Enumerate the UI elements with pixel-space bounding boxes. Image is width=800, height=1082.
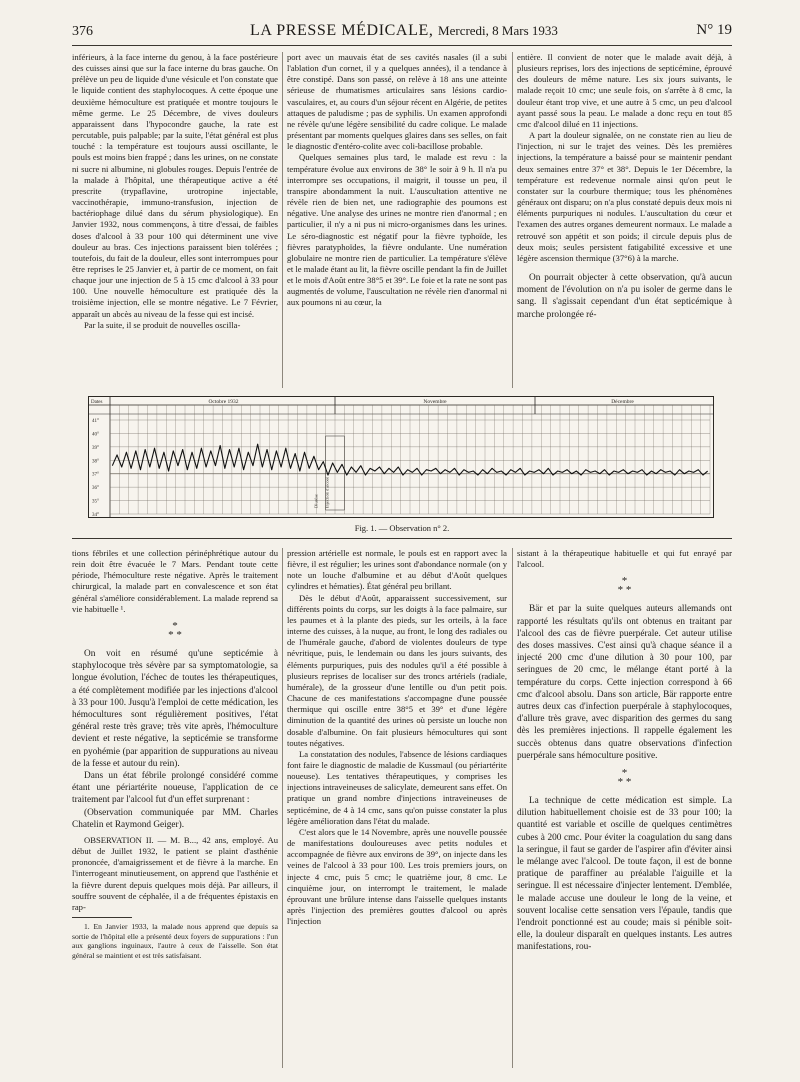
column-divider bbox=[282, 52, 283, 388]
y-tick-label: 34° bbox=[92, 513, 99, 518]
chart-frame bbox=[89, 397, 714, 518]
paragraph: pression artérielle est normale, le pouls est en rapport avec la fièvre, il est régulier; les urines sont d'abondance normale (on y note un louche d'albumine et au début d'Août quelques cylindres et hématies). État général peu brillant. bbox=[287, 548, 507, 592]
column-divider bbox=[282, 548, 283, 1068]
section-stars: * * * bbox=[617, 575, 632, 597]
y-tick-label: 38° bbox=[92, 459, 99, 465]
section-stars: * * * bbox=[617, 766, 632, 788]
column-divider bbox=[512, 548, 513, 1068]
paragraph: tions fébriles et une collection périnéphrétique autour du rein doit être évacuée le 7 Mars. Pendant toute cette période, l'hémoculture reste négative. Après le traitement chirurgical, la malade part en convalescence et son état général s'améliore considérablement. La malade reprend sa vie habituelle ¹. bbox=[72, 548, 278, 614]
top-column-1 bbox=[72, 52, 278, 331]
paragraph: C'est alors que le 14 Novembre, après une nouvelle poussée de manifestations douloureuses avec petits nodules et accompagnée de fièvre aux environs de 39°, on injecte dans les veines de l'alcool à 33 pour 100. Les trois premiers jours, on injecte 4 cmc, puis 5 cmc; le quatrième jour, 8 cmc. Le cinquième jour, on interrompt le traitement, le malade éprouvant une brûlure intense dans l'aisselle quelques instants après l'injection des premières gouttes d'alcool ou après l'injection bbox=[287, 826, 507, 927]
top-column-3 bbox=[517, 52, 732, 321]
issue-number: N° 19 bbox=[696, 22, 732, 38]
dates-label: Dates bbox=[91, 400, 103, 405]
y-tick-label: 36° bbox=[92, 486, 99, 492]
paragraph: Bär et par la suite quelques auteurs allemands ont rapporté les résultats qu'ils ont obtenus en traitant par l'alcool des cas de fièvre puerpérale. Cet auteur utilise des doses massives. C'est ainsi qu'à chaque séance il a injecté 200 cmc d'une dilution à 30 pour 100, par seringues de 20 cmc, le mélange étant porté à la température du corps. Cette injection correspond à 66 cmc d'alcool absolu. Dans son article, Bär rapporte entre autres deux cas d'infection puerpérale à staphylocoques, d'allure très grave, avec disparition des germes du sang dès les premières injections. Il rappelle également les succès obtenus dans quatre observations d'infection puerpérale sans hémoculture positive. bbox=[517, 604, 732, 761]
figure-caption: Fig. 1. — Observation n° 2. bbox=[354, 523, 450, 533]
journal-name: LA PRESSE MÉDICALE, bbox=[250, 22, 434, 39]
paragraph: (Observation communiquée par MM. Charles Chatelin et Raymond Geiger). bbox=[72, 807, 278, 830]
caption-rule bbox=[72, 538, 732, 539]
y-tick-label: 37° bbox=[92, 472, 99, 478]
paragraph: On pourrait objecter à cette observation, qu'à aucun moment de l'évolution on n'a pu isoler de germe dans le sang. Il s'agissait cependant d'un état septicémique à marche prolongée ré- bbox=[517, 272, 732, 320]
y-tick-label: 40° bbox=[92, 432, 99, 438]
paragraph: port avec un mauvais état de ses cavités nasales (il a subi l'ablation d'un cornet, il y a quelques années), il a tendance à être constipé. Dans son passé, on relève à 18 ans une atteinte sérieuse de rhumatismes articulaires sans lésions cardio-vasculaires, et, au cours d'un séjour récent en Algérie, de petites attaques de paludisme ; pas de syphilis. Un examen approfondi ne révèle qu'une légère sensibilité du cadre colique. Le malade présentant par moments quelques glaires dans ses selles, on fait le diagnostic d'entéro-colite avec coli-bacillose probable. bbox=[287, 52, 507, 152]
annotation-label: Injection d'alcool bbox=[324, 476, 330, 508]
temperature-chart bbox=[88, 396, 714, 518]
y-tick-label: 41° bbox=[92, 419, 99, 424]
y-tick-label: 39° bbox=[92, 445, 99, 451]
issue-date: Mercredi, 8 Mars 1933 bbox=[438, 23, 558, 38]
bottom-column-1 bbox=[72, 548, 278, 960]
page-number: 376 bbox=[72, 24, 93, 39]
month-label: Octobre 1932 bbox=[208, 399, 239, 405]
paragraph: La constatation des nodules, l'absence de lésions cardiaques font faire le diagnostic de maladie de Kussmaul (ou périartérite noueuse). Les tentatives thérapeutiques, y comprises les injections intraveineuses de salicylate, demeurent sans effet. On pratique un grand nombre d'injections intraveineuses de septicémine, de 4 à 14 cmc, sans qu'on puisse constater la plus légère amélioration dans l'état du malade. bbox=[287, 748, 507, 826]
paragraph: A part la douleur signalée, on ne constate rien au lieu de l'injection, ni sur le trajet des veines. Dès les premières injections, la température a baissé pour se maintenir pendant deux semaines entre 37° et 38°. Depuis le 1er Décembre, la température est redevenue normale ainsi qu'on peut le constater sur la courbure thermique; tous les phénomènes généraux ont disparu; on n'a plus constaté depuis deux mois ni éléments purpuriques ni nodules. L'auscultation du cœur et l'examen des autres organes demeurent normaux. Le malade a retrouvé son appétit et son poids; il circule depuis plus de deux mois; seules persistent fatigabilité excessive et une légère ascension thermique (37°6) à la marche. bbox=[517, 130, 732, 263]
column-divider bbox=[512, 52, 513, 388]
y-tick-label: 35° bbox=[92, 499, 99, 505]
paragraph: entière. Il convient de noter que le malade avait déjà, à plusieurs reprises, lors des injections de septicémine, éprouvé des douleurs de même nature. Les six jours suivants, le malade reçoit 10 cmc; une seule fois, on s'arrête à 8 cmc, la douleur étant trop vive, et une autre à 5 cmc, un peu d'alcool ayant passé sous la peau. Le malade a donc reçu en tout 85 cmc d'alcool dilué en 11 injections. bbox=[517, 52, 732, 129]
paragraph: La technique de cette médication est simple. La dilution habituellement choisie est de 33 pour 100; la quantité est variable et oscille de quelques centimètres cubes à 200 cmc. Pour éviter la coagulation du sang dans la seringue, il faut se garder de l'aspirer afin d'éviter ainsi le mélange avec l'alcool. De toute façon, il est de bonne pratique de paraffiner au préalable l'aiguille et la seringue. Il est nécessaire d'injecter lentement. D'emblée, le malade accuse une douleur le long de la veine, et souvent localise cette sensation vers l'épaule, tandis que l'endroit ponctionné est au coude; mais si pénible soit-elle, la douleur disparaît en quelques instants. Les autres manifestations, rou- bbox=[517, 795, 732, 953]
month-label: Novembre bbox=[423, 399, 447, 405]
header-rule bbox=[72, 45, 732, 46]
paragraph: On voit en résumé qu'une septicémie à staphylocoque très sévère par sa symptomatologie, sa longue évolution, l'échec de toutes les thérapeutiques, a été complètement modifiée par les injections d'alcool à 33 pour 100. Jusqu'à l'emploi de cette médication, les hémocultures sont régulièrement positives, l'état général reste très grave; très vite après, l'hémoculture devient et reste négative, la septicémie se transforme en pyohémie (par apparition de suppurations au niveau de la fesse et autour du rein). bbox=[72, 648, 278, 769]
footnote: 1. En Janvier 1933, la malade nous apprend que depuis sa sortie de l'hôpital elle a présenté deux foyers de suppurations : l'un aux ganglions inguinaux, l'autre à ceux de l'aisselle. Son état général se maintient et est très satisfaisant. bbox=[72, 922, 278, 960]
paragraph: sistant à la thérapeutique habituelle et qui fut enrayé par l'alcool. bbox=[517, 548, 732, 570]
month-label: Décembre bbox=[611, 399, 634, 405]
bottom-column-3 bbox=[517, 548, 732, 954]
paragraph: Par la suite, il se produit de nouvelles oscilla- bbox=[84, 319, 241, 330]
section-stars: * * * bbox=[168, 619, 182, 641]
bottom-column-2 bbox=[287, 548, 507, 927]
footnote-rule bbox=[72, 917, 132, 918]
paragraph: inférieurs, à la face interne du genou, à la face postérieure des cuisses ainsi que sur la face interne du bras gauche. On prélève un peu de liquide d'une vésicule et l'on constate que le liquide contient des staphylocoques. A cette époque une deuxième hémoculture est pratiquée et montre toujours le même germe. Le 25 Décembre, de vives douleurs apparaissent dans l'hypocondre gauche, la rate est percutable, puis palpable; par la suite, l'état général est plus touché : la température est toujours aussi oscillante, le pouls est moins bien frappé ; dans les urines, on ne constate ni sucre ni albumine, ni globules rouges. Depuis l'entrée de la malade à l'hôpital, une thérapeutique active a été prescrite (trypaflavine, urotropine injectable, vaccinothérapie, immuno-transfusion, injection de bactériophage dilué dans du sérum physiologique). En Janvier 1932, nous commençons, à titre d'essai, de faibles doses d'alcool à 33 pour 100 qui déterminent une vive douleur au bras. Ces injections paraissent bien tolérées ; toutefois, du fait de la douleur, elles sont interrompues pour être reprises le 25 Janvier et, à partir de ce moment, on fait chaque jour une injection de 5 à 15 cmc d'alcool à 33 pour 100. Une nouvelle hémoculture est pratiquée dès la troisième injection, elle se montre négative. Le 7 Février, apparaît un abcès au niveau de la fesse qui est incisé. bbox=[72, 52, 278, 319]
annotation-label: Diurèse bbox=[313, 494, 319, 508]
paragraph: Dès le début d'Août, apparaissent successivement, sur différents points du corps, sur les doigts à la face palmaire, sur les paumes et à la plante des pieds, sur les orteils, à la face interne des cuisses, à la nuque, au front, le long des radiales ou de l'humérale gauche, d'abord de violentes douleurs de type névritique, puis, le lendemain ou dans les jours suivants, des éléments purpuriques, puis des nodules qu'il a été possible à plusieurs reprises de localiser sur des troncs artériels (radiale, humérale), de la grosseur d'une lentille ou d'un petit pois. Chacune de ces manifestations s'accompagne d'une poussée thermique qui oscille entre 38°5 et 39° et d'une légère diminution de la quantité des urines où persiste un louche non dosable d'albumine. On fait plusieurs hémocultures qui sont toutes négatives. bbox=[287, 592, 507, 748]
paragraph: OBSERVATION II. — M. B..., 42 ans, employé. Au début de Juillet 1932, le patient se plaint d'asthénie prononcée, d'amaigrissement et de fièvre à la marche. En l'interrogeant minutieusement, on apprend que l'asthénie et la fièvre durent depuis quelques mois déjà. Par ailleurs, il souffre souvent de céphalée, il a de fréquentes épistaxis en rap- bbox=[72, 834, 278, 912]
running-header bbox=[72, 22, 732, 44]
paragraph: Dans un état fébrile prolongé considéré comme étant une périartérite noueuse, l'application de ce traitement par l'alcool fut d'un effet surprenant : bbox=[72, 770, 278, 806]
journal-title bbox=[250, 22, 558, 40]
top-column-2 bbox=[287, 52, 507, 309]
paragraph: Quelques semaines plus tard, le malade est revu : la température évolue aux environs de 38° le soir à 9 h. Il n'a pu interrompre ses occupations, il maigrit, il tousse un peu, il transpire abondamment la nuit. L'auscultation attentive ne révèle rien de bien net, une radiographie des poumons est négative. Une analyse des urines ne montre rien d'anormal ; en particulier, il n'y a ni pus ni micro-organismes dans les urines. Le séro-diagnostic est négatif pour la fièvre typhoïde, les fièvres paratyphoïdes, la fièvre ondulante. Une numération globulaire ne montre rien de particulier. La température s'élève et le malade étant au lit, la fièvre oscille pendant la fin de Juillet et le mois d'Août entre 38°5 et 39°. Le foie et la rate ne sont pas augmentés de volume, l'auscultation ne révèle rien d'anormal ni aux poumons ni au cœur, la bbox=[287, 152, 508, 308]
